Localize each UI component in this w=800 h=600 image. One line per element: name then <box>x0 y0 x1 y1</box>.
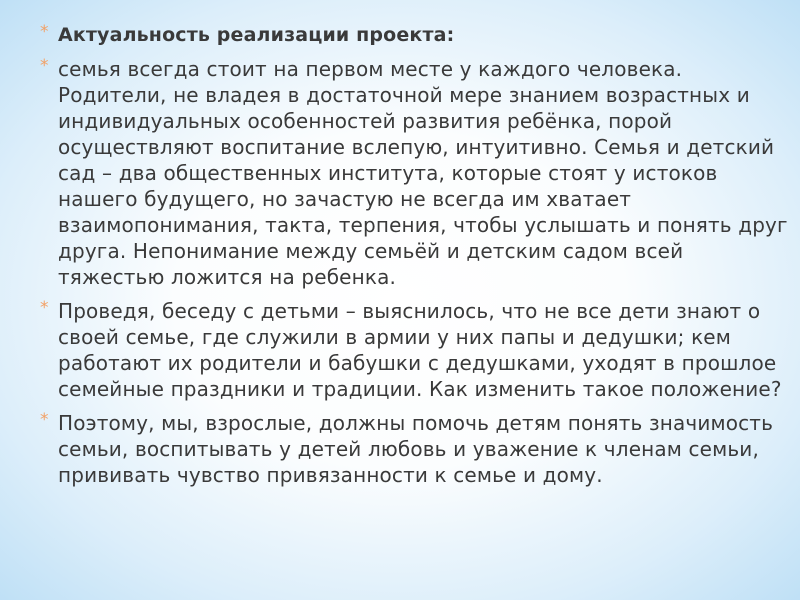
paragraph-text: семья всегда стоит на первом месте у каждого человека. Родители, не владея в достаточной мере знанием возрастных и индивидуальных особенностей развития ребёнка, порой осуществляют воспитание вслепую, интуитивно. Семья и детский сад – два общественных института, которые стоят у истоков нашего будущего, но зачастую не всегда им хватает взаимопонимания, такта, терпения, чтобы услышать и понять друг друга. Непонимание между семьёй и детским садом всей тяжестью ложится на ребенка. <box>58 57 788 289</box>
slide-content <box>38 22 788 496</box>
bullet-paragraph-2 <box>38 298 788 402</box>
bullet-heading <box>38 22 788 48</box>
bullet-marker-icon: * <box>40 298 49 318</box>
bullet-marker-icon: * <box>40 56 49 76</box>
paragraph-text: Поэтому, мы, взрослые, должны помочь детям понять значимость семьи, воспитывать у детей любовь и уважение к членам семьи, прививать чувство привязанности к семье и дому. <box>58 411 774 487</box>
bullet-marker-icon: * <box>40 22 49 42</box>
bullet-marker-icon: * <box>40 410 49 430</box>
bullet-paragraph-1 <box>38 56 788 290</box>
slide-heading: Актуальность реализации проекта: <box>58 24 455 46</box>
bullet-paragraph-3 <box>38 410 788 488</box>
paragraph-text: Проведя, беседу с детьми – выяснилось, что не все дети знают о своей семье, где служили в армии у них папы и дедушки; кем работают их родители и бабушки с дедушками, уходят в прошлое семейные праздники и традиции. Как изменить такое положение? <box>58 299 782 401</box>
